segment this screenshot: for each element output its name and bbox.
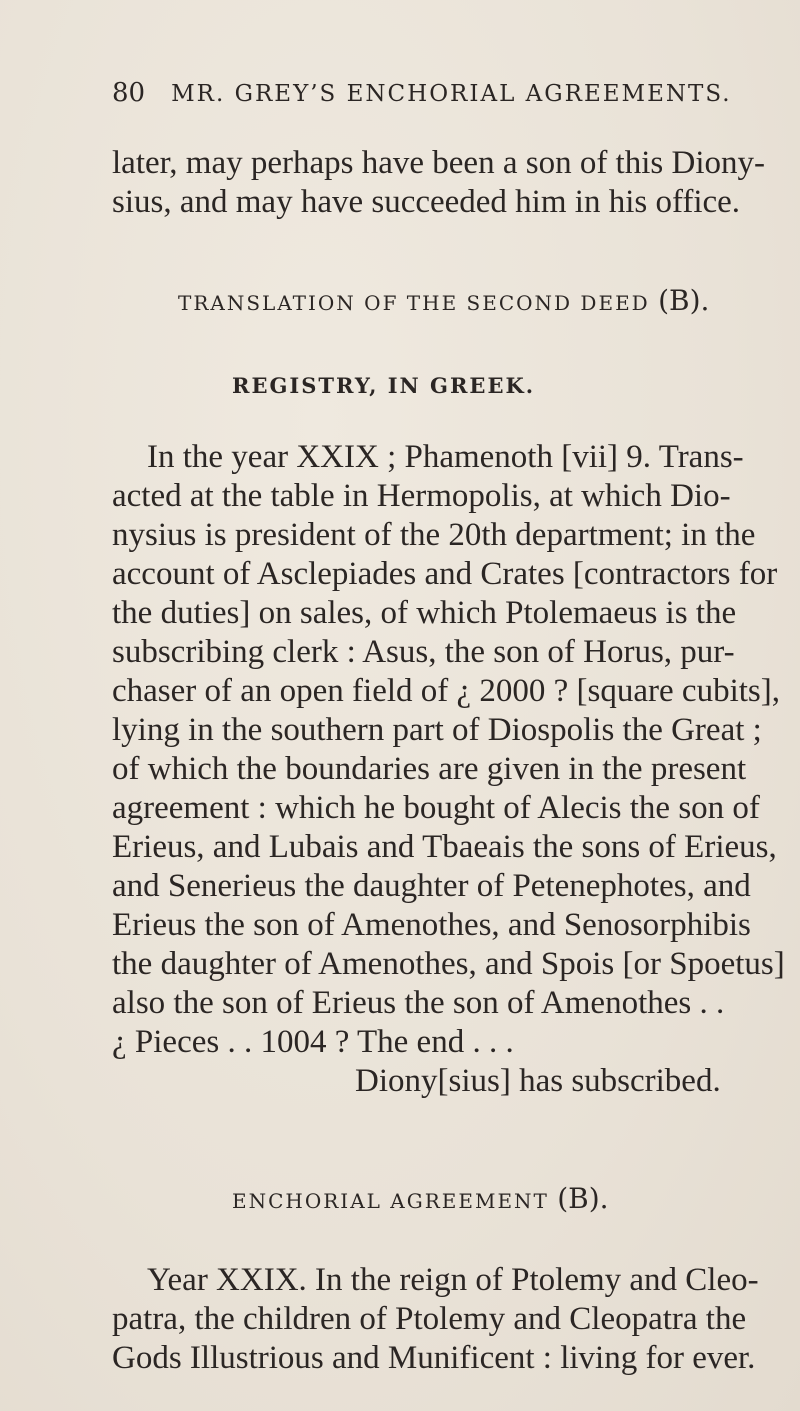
registry-line-2: acted at the table in Hermopolis, at which Dio-	[112, 478, 731, 514]
running-title: MR. GREY’S ENCHORIAL AGREEMENTS.	[171, 81, 732, 107]
enchorial-line-1: Year XXIX. In the reign of Ptolemy and Cleo-	[147, 1262, 759, 1298]
registry-line-8: lying in the southern part of Diospolis the Great ;	[112, 712, 762, 748]
running-head	[112, 78, 752, 108]
registry-line-3: nysius is president of the 20th department; in the	[112, 517, 756, 553]
registry-line-10: agreement : which he bought of Alecis the son of	[112, 790, 760, 826]
registry-heading: REGISTRY, IN GREEK.	[232, 373, 536, 398]
enchorial-heading-text: ENCHORIAL AGREEMENT	[232, 1189, 549, 1213]
enchorial-heading	[232, 1182, 609, 1215]
registry-line-16: ¿ Pieces . . 1004 ? The end . . .	[112, 1024, 514, 1060]
registry-line-9: of which the boundaries are given in the present	[112, 751, 747, 787]
registry-line-15: also the son of Erieus the son of Amenothes . .	[112, 985, 725, 1021]
registry-line-1: In the year XXIX ; Phamenoth [vii] 9. Trans-	[147, 439, 744, 475]
registry-line-5: the duties] on sales, of which Ptolemaeus is the	[112, 595, 737, 631]
enchorial-line-2: patra, the children of Ptolemy and Cleopatra the	[112, 1301, 747, 1337]
translation-heading-text: TRANSLATION OF THE SECOND DEED	[178, 291, 650, 315]
registry-line-12: and Senerieus the daughter of Petenephotes, and	[112, 868, 751, 904]
intro-line-1: later, may perhaps have been a son of this Diony-	[112, 145, 765, 181]
registry-line-4: account of Asclepiades and Crates [contractors for	[112, 556, 778, 592]
registry-signature: Diony[sius] has subscribed.	[355, 1063, 721, 1099]
registry-line-14: the daughter of Amenothes, and Spois [or Spoetus]	[112, 946, 785, 982]
intro-line-2: sius, and may have succeeded him in his office.	[112, 184, 741, 220]
enchorial-line-3: Gods Illustrious and Munificent : living for ever.	[112, 1340, 756, 1376]
translation-heading-mark: (B).	[658, 284, 710, 317]
page-number: 80	[112, 78, 146, 108]
registry-line-11: Erieus, and Lubais and Tbaeais the sons of Erieus,	[112, 829, 777, 865]
registry-line-13: Erieus the son of Amenothes, and Senosorphibis	[112, 907, 751, 943]
translation-heading	[178, 284, 709, 317]
enchorial-heading-mark: (B).	[557, 1182, 609, 1215]
registry-line-6: subscribing clerk : Asus, the son of Horus, pur-	[112, 634, 735, 670]
registry-line-7: chaser of an open field of ¿ 2000 ? [square cubits],	[112, 673, 780, 709]
